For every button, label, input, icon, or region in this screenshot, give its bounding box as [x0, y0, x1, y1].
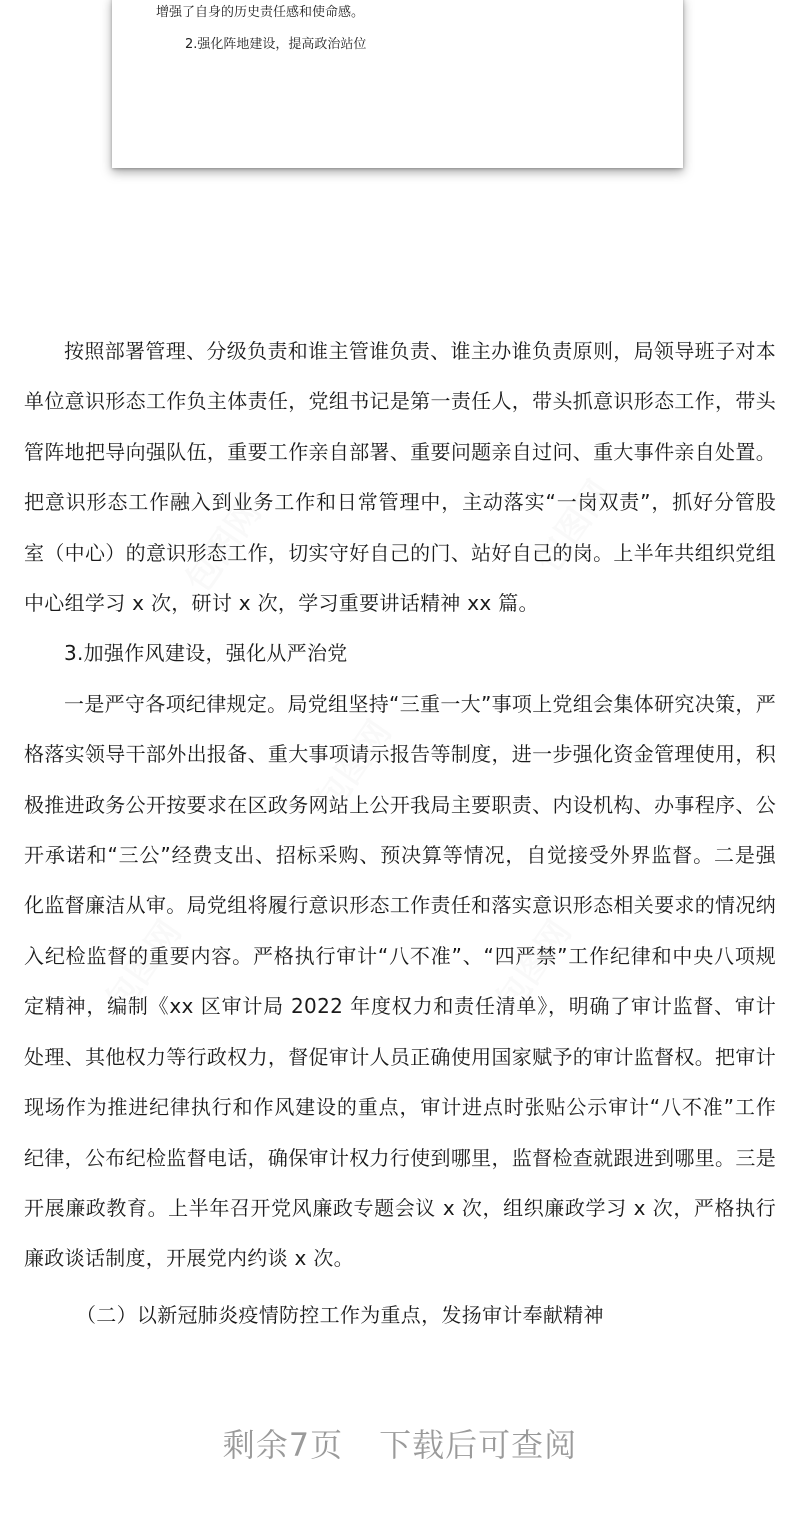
download-hint-label: 下载后可查阅 — [379, 1426, 578, 1464]
paragraph-discipline: 一是严守各项纪律规定。局党组坚持“三重一大”事项上党组会集体研究决策，严格落实领导干部外出报备、重大事项请示报告等制度，进一步强化资金管理使用，积极推进政务公开按要求在区政务网站上公开我局主要职责、内设机构、办事程序、公开承诺和“三公”经费支出、招标采购、预决算等情况，自觉接受外界监督。二是强化监督廉洁从审。局党组将履行意识形态工作责任和落实意识形态相关要求的情况纳入纪检监督的重要内容。严格执行审计“八不准”、“四严禁”工作纪律和中央八项规定精神，编制《xx 区审计局 2022 年度权力和责任清单》，明确了审计监督、审计处理、其他权力等行政权力，督促审计人员正确使用国家赋予的审计监督权。把审计现场作为推进纪律执行和作风建设的重点，审计进点时张贴公示审计“八不准”工作纪律，公布纪检监督电话，确保审计权力行使到哪里，监督检查就跟进到哪里。三是开展廉政教育。上半年召开党风廉政专题会议 x 次，组织廉政学习 x 次，严格执行廉政谈话制度，开展党内约谈 x 次。 — [24, 691, 776, 1271]
paragraph-responsibility: 按照部署管理、分级负责和谁主管谁负责、谁主办谁负责原则，局领导班子对本单位意识形态工作负主体责任，党组书记是第一责任人，带头抓意识形态工作，带头管阵地把导向强队伍，重要工作亲自部署、重要问题亲自过问、重大事件亲自处置。把意识形态工作融入到业务工作和日常管理中，主动落实“一岗双责”，抓好分管股室（中心）的意识形态工作，切实守好自己的门、站好自己的岗。上半年共组织党组中心组学习 x 次，研讨 x 次，学习重要讲话精神 xx 篇。 — [24, 339, 776, 616]
download-to-view-banner[interactable] — [0, 1420, 800, 1470]
preview-text-line: 增强了自身的历史责任感和使命感。 — [156, 5, 365, 20]
subheading-work-style: 3.加强作风建设，强化从严治党 — [64, 641, 348, 666]
watermark-icon: 包图网 — [178, 493, 270, 600]
document-body — [24, 326, 776, 1340]
watermark-icon: 包图网 — [528, 473, 620, 580]
watermark-icon: 包图网 — [308, 713, 400, 820]
section-heading-epidemic: （二）以新冠肺炎疫情防控工作为重点，发扬审计奉献精神 — [76, 1302, 604, 1327]
preview-subheading: 2.强化阵地建设，提高政治站位 — [185, 37, 367, 52]
watermark-icon: 包图网 — [488, 913, 580, 1020]
document-preview-card — [112, 0, 683, 168]
watermark-icon: 包图网 — [98, 913, 190, 1020]
remaining-pages-label: 剩余7页 — [222, 1426, 344, 1464]
